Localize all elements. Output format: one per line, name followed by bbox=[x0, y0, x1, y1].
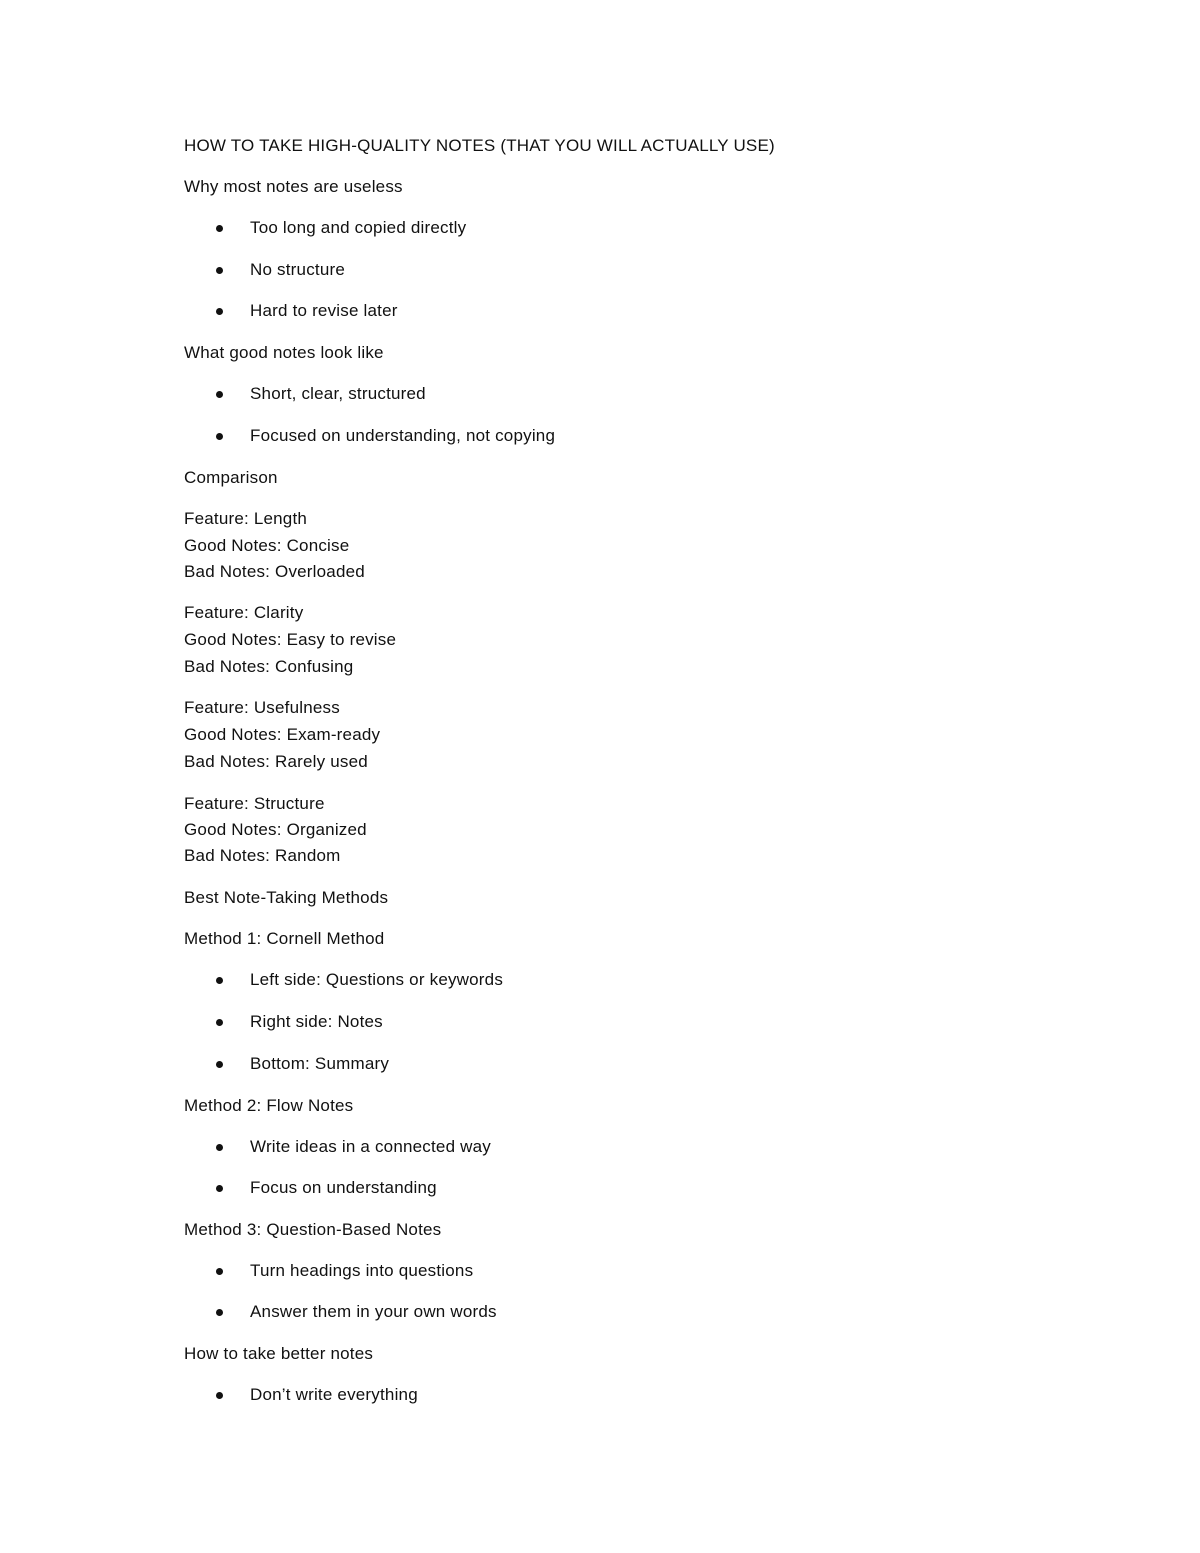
bullet-icon bbox=[216, 1061, 223, 1068]
section-heading-why: Why most notes are useless bbox=[184, 177, 403, 196]
section-heading-better: How to take better notes bbox=[184, 1344, 374, 1363]
comparison-good: Good Notes: Concise bbox=[184, 536, 350, 555]
list-item: Short, clear, structured bbox=[250, 384, 426, 403]
bullet-icon bbox=[216, 308, 223, 315]
section-heading-comparison: Comparison bbox=[184, 468, 278, 487]
document-title: HOW TO TAKE HIGH-QUALITY NOTES (THAT YOU WILL ACTUALLY USE) bbox=[184, 136, 775, 155]
comparison-bad: Bad Notes: Random bbox=[184, 846, 341, 865]
comparison-bad: Bad Notes: Rarely used bbox=[184, 752, 368, 771]
comparison-feature: Feature: Structure bbox=[184, 794, 325, 813]
bullet-icon bbox=[216, 433, 223, 440]
list-item: Right side: Notes bbox=[250, 1012, 383, 1031]
list-item: Hard to revise later bbox=[250, 301, 398, 320]
bullet-icon bbox=[216, 1392, 223, 1399]
list-item: Don’t write everything bbox=[250, 1385, 418, 1404]
bullet-icon bbox=[216, 225, 223, 232]
list-item: Turn headings into questions bbox=[250, 1261, 474, 1280]
list-item: Too long and copied directly bbox=[250, 218, 467, 237]
bullet-icon bbox=[216, 977, 223, 984]
bullet-icon bbox=[216, 1144, 223, 1151]
section-heading-good: What good notes look like bbox=[184, 343, 384, 362]
method-heading: Method 3: Question-Based Notes bbox=[184, 1220, 442, 1239]
bullet-icon bbox=[216, 1268, 223, 1275]
method-heading: Method 1: Cornell Method bbox=[184, 929, 385, 948]
list-item: Left side: Questions or keywords bbox=[250, 970, 504, 989]
comparison-feature: Feature: Clarity bbox=[184, 603, 304, 622]
comparison-bad: Bad Notes: Overloaded bbox=[184, 562, 365, 581]
list-item: Focused on understanding, not copying bbox=[250, 426, 556, 445]
list-item: No structure bbox=[250, 260, 345, 279]
comparison-bad: Bad Notes: Confusing bbox=[184, 657, 354, 676]
bullet-icon bbox=[216, 391, 223, 398]
comparison-feature: Feature: Usefulness bbox=[184, 698, 340, 717]
bullet-icon bbox=[216, 1185, 223, 1192]
list-item: Bottom: Summary bbox=[250, 1054, 390, 1073]
bullet-icon bbox=[216, 267, 223, 274]
comparison-good: Good Notes: Easy to revise bbox=[184, 630, 397, 649]
list-item: Answer them in your own words bbox=[250, 1302, 497, 1321]
comparison-good: Good Notes: Exam-ready bbox=[184, 725, 381, 744]
list-item: Write ideas in a connected way bbox=[250, 1137, 491, 1156]
section-heading-methods: Best Note-Taking Methods bbox=[184, 888, 389, 907]
bullet-icon bbox=[216, 1019, 223, 1026]
method-heading: Method 2: Flow Notes bbox=[184, 1096, 354, 1115]
bullet-icon bbox=[216, 1309, 223, 1316]
comparison-good: Good Notes: Organized bbox=[184, 820, 367, 839]
comparison-feature: Feature: Length bbox=[184, 509, 308, 528]
list-item: Focus on understanding bbox=[250, 1178, 437, 1197]
